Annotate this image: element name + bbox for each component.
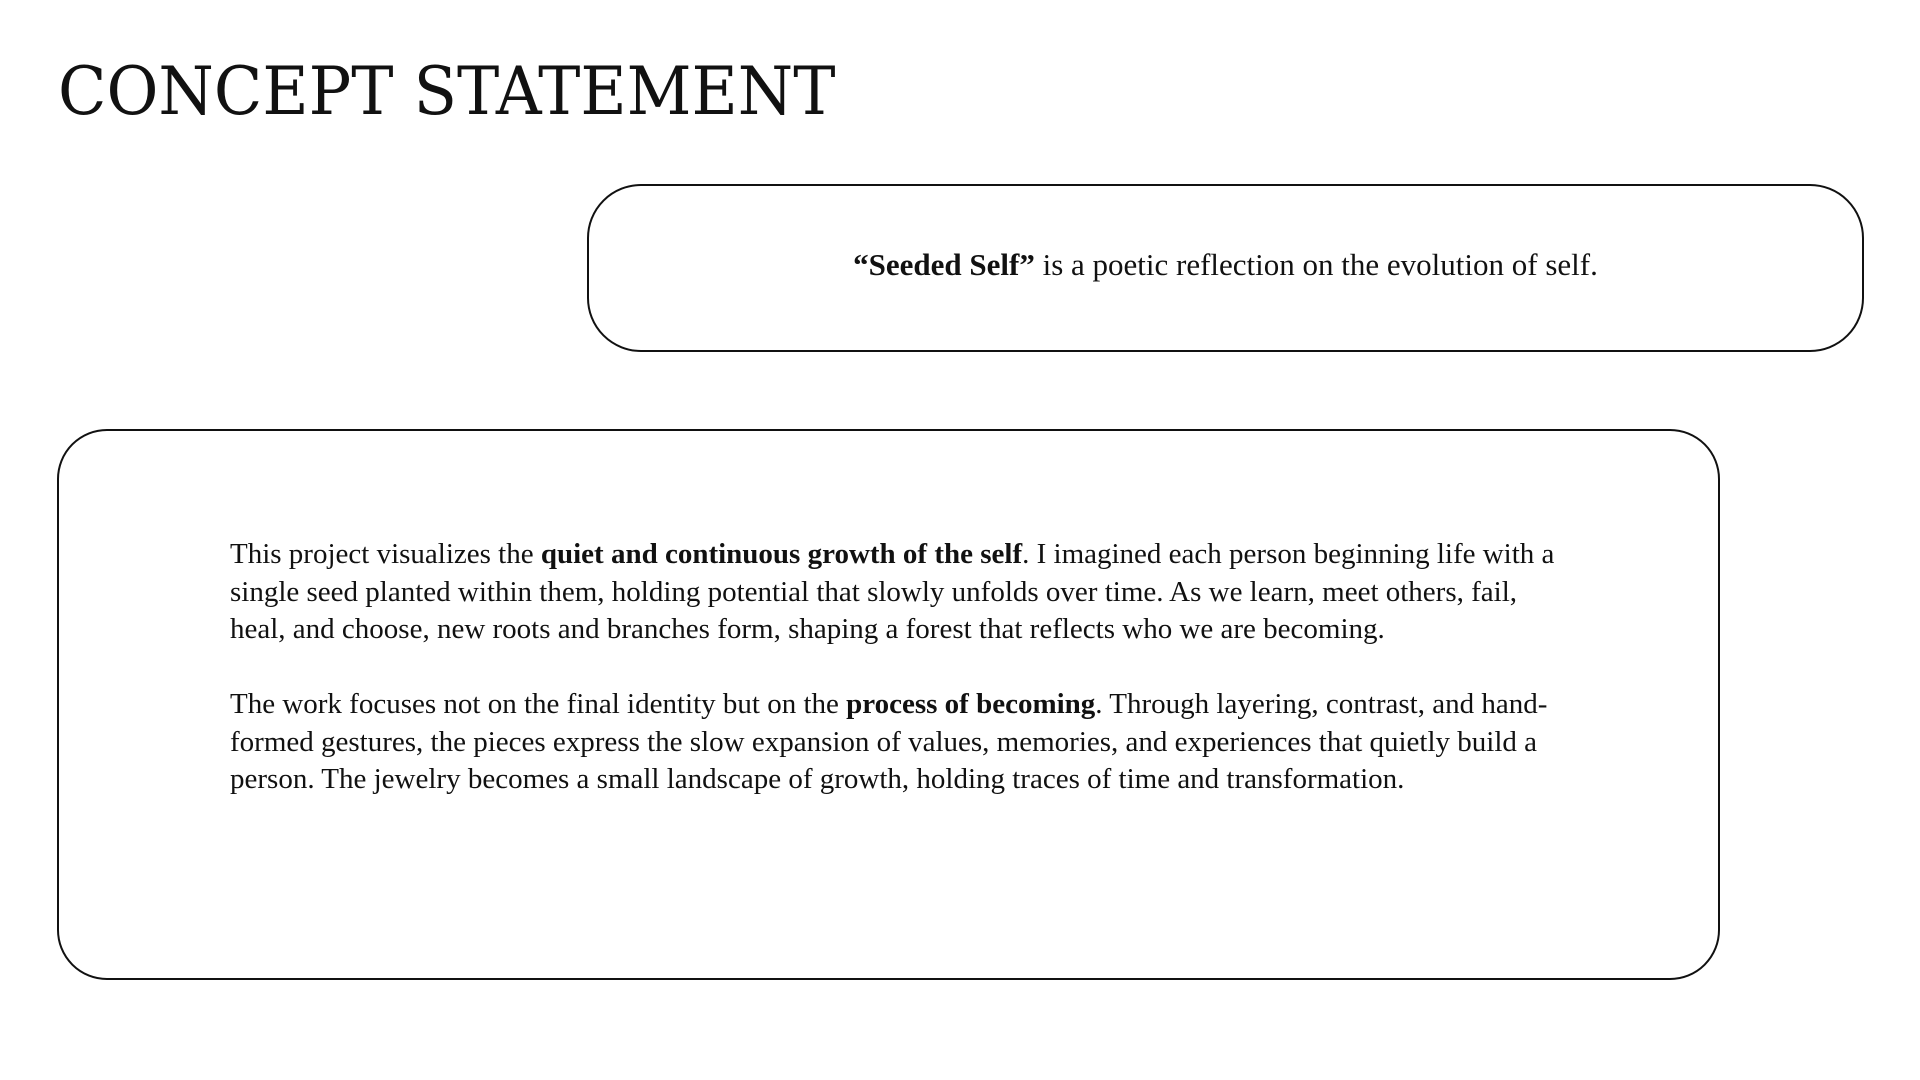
statement-paragraph-2 — [230, 686, 1560, 799]
page-title: CONCEPT STATEMENT — [58, 53, 836, 130]
tagline-description: is a poetic reflection on the evolution of self. — [1034, 247, 1598, 282]
paragraph-1-intro: This project visualizes the — [230, 538, 541, 570]
statement-paragraph-1 — [230, 536, 1560, 649]
paragraph-2-intro: The work focuses not on the final identity but on the — [230, 688, 847, 720]
paragraph-1-body: . I imagined each person beginning life with a single seed planted within them, holding potential that slowly unfolds over time. As we learn, meet others, fail, heal, and choose, new roots and branches form, shaping a forest that reflects who we are becoming. — [230, 538, 1555, 645]
paragraph-2-body: . Through layering, contrast, and hand-formed gestures, the pieces express the slow expansion of values, memories, and experiences that quietly build a person. The jewelry becomes a small landscape of growth, holding traces of time and transformation. — [230, 688, 1548, 795]
statement-text — [230, 536, 1560, 799]
statement-box — [57, 429, 1720, 980]
paragraph-2-emphasis: process of becoming — [846, 688, 1096, 720]
paragraph-1-emphasis: quiet and continuous growth of the self — [540, 538, 1023, 570]
tagline-project-name: “Seeded Self” — [853, 247, 1035, 282]
tagline-text — [853, 245, 1598, 285]
tagline-box — [587, 184, 1864, 352]
